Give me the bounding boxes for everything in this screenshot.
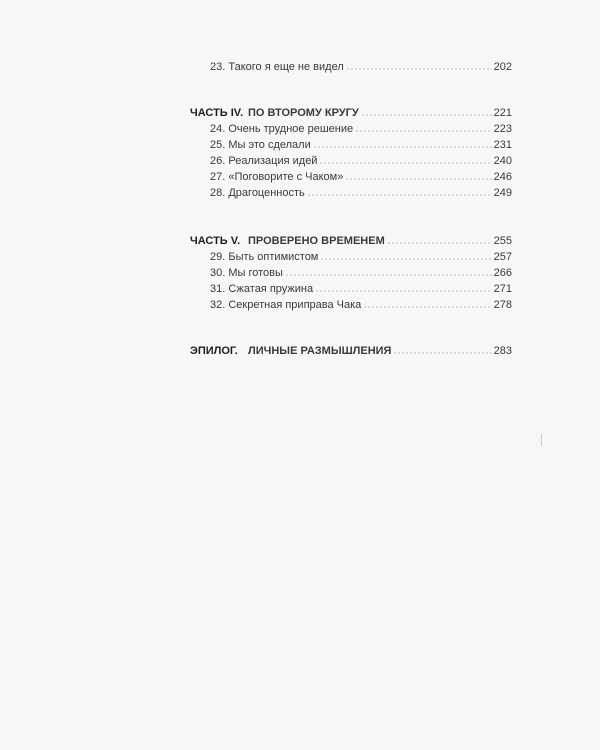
dot-leader bbox=[315, 289, 492, 293]
page-number: 283 bbox=[493, 345, 512, 357]
dot-leader bbox=[320, 257, 491, 261]
chapter-title: Быть оптимистом bbox=[228, 251, 319, 263]
page-number: 266 bbox=[493, 267, 512, 279]
dot-leader bbox=[387, 241, 492, 245]
page-number: 278 bbox=[493, 299, 512, 311]
page-number: 246 bbox=[493, 171, 512, 183]
chapter-number: 25. bbox=[210, 139, 226, 151]
chapter-title: Секретная приправа Чака bbox=[228, 299, 362, 311]
part-title: ПРОВЕРЕНО ВРЕМЕНЕМ bbox=[248, 235, 385, 247]
page-number: 240 bbox=[493, 155, 512, 167]
toc-entry-chapter-31 bbox=[210, 282, 512, 296]
dot-leader bbox=[363, 305, 491, 309]
page-number: 271 bbox=[493, 283, 512, 295]
page-number: 249 bbox=[493, 187, 512, 199]
page-number: 223 bbox=[493, 123, 512, 135]
dot-leader bbox=[307, 193, 492, 197]
dot-leader bbox=[319, 161, 491, 165]
toc-entry-chapter-24 bbox=[210, 122, 512, 136]
chapter-number: 23. bbox=[210, 61, 226, 73]
chapter-title: Реализация идей bbox=[228, 155, 318, 167]
chapter-title: Мы готовы bbox=[228, 267, 283, 279]
dot-leader bbox=[285, 273, 492, 277]
toc-entry-chapter-32 bbox=[210, 298, 512, 312]
toc-entry-chapter-28 bbox=[210, 186, 512, 200]
chapter-title: Драгоценность bbox=[228, 187, 305, 199]
dot-leader bbox=[346, 67, 492, 71]
part-label: ЧАСТЬ V. bbox=[190, 235, 241, 247]
chapter-number: 28. bbox=[210, 187, 226, 199]
chapter-title: Такого я еще не видел bbox=[228, 61, 344, 73]
chapter-number: 24. bbox=[210, 123, 226, 135]
dot-leader bbox=[355, 129, 492, 133]
page-number: 202 bbox=[493, 61, 512, 73]
epilog-label: ЭПИЛОГ. bbox=[190, 345, 238, 357]
toc-entry-chapter-29 bbox=[210, 250, 512, 264]
chapter-number: 32. bbox=[210, 299, 226, 311]
chapter-number: 27. bbox=[210, 171, 226, 183]
page-number: 231 bbox=[493, 139, 512, 151]
page-number: 221 bbox=[493, 107, 512, 119]
toc-entry-chapter-25 bbox=[210, 138, 512, 152]
toc-entry-part-5 bbox=[190, 234, 512, 248]
chapter-number: 30. bbox=[210, 267, 226, 279]
toc-entry-epilog bbox=[190, 344, 512, 358]
chapter-title: Сжатая пружина bbox=[228, 283, 314, 295]
chapter-number: 31. bbox=[210, 283, 226, 295]
toc-entry-part-4 bbox=[190, 106, 512, 120]
chapter-number: 26. bbox=[210, 155, 226, 167]
toc-entry-chapter-27 bbox=[210, 170, 512, 184]
chapter-title: «Поговорите с Чаком» bbox=[228, 171, 344, 183]
toc-entry-chapter-30 bbox=[210, 266, 512, 280]
dot-leader bbox=[393, 351, 491, 355]
part-label: ЧАСТЬ IV. bbox=[190, 107, 244, 119]
epilog-title: ЛИЧНЫЕ РАЗМЫШЛЕНИЯ bbox=[248, 345, 392, 357]
dot-leader bbox=[361, 113, 492, 117]
toc-entry-chapter-23 bbox=[210, 60, 512, 74]
chapter-number: 29. bbox=[210, 251, 226, 263]
chapter-title: Мы это сделали bbox=[228, 139, 311, 151]
chapter-title: Очень трудное решение bbox=[228, 123, 354, 135]
page-mark bbox=[541, 434, 542, 446]
part-title: ПО ВТОРОМУ КРУГУ bbox=[248, 107, 359, 119]
dot-leader bbox=[345, 177, 491, 181]
page-number: 255 bbox=[493, 235, 512, 247]
dot-leader bbox=[313, 145, 492, 149]
page-number: 257 bbox=[493, 251, 512, 263]
toc-entry-chapter-26 bbox=[210, 154, 512, 168]
